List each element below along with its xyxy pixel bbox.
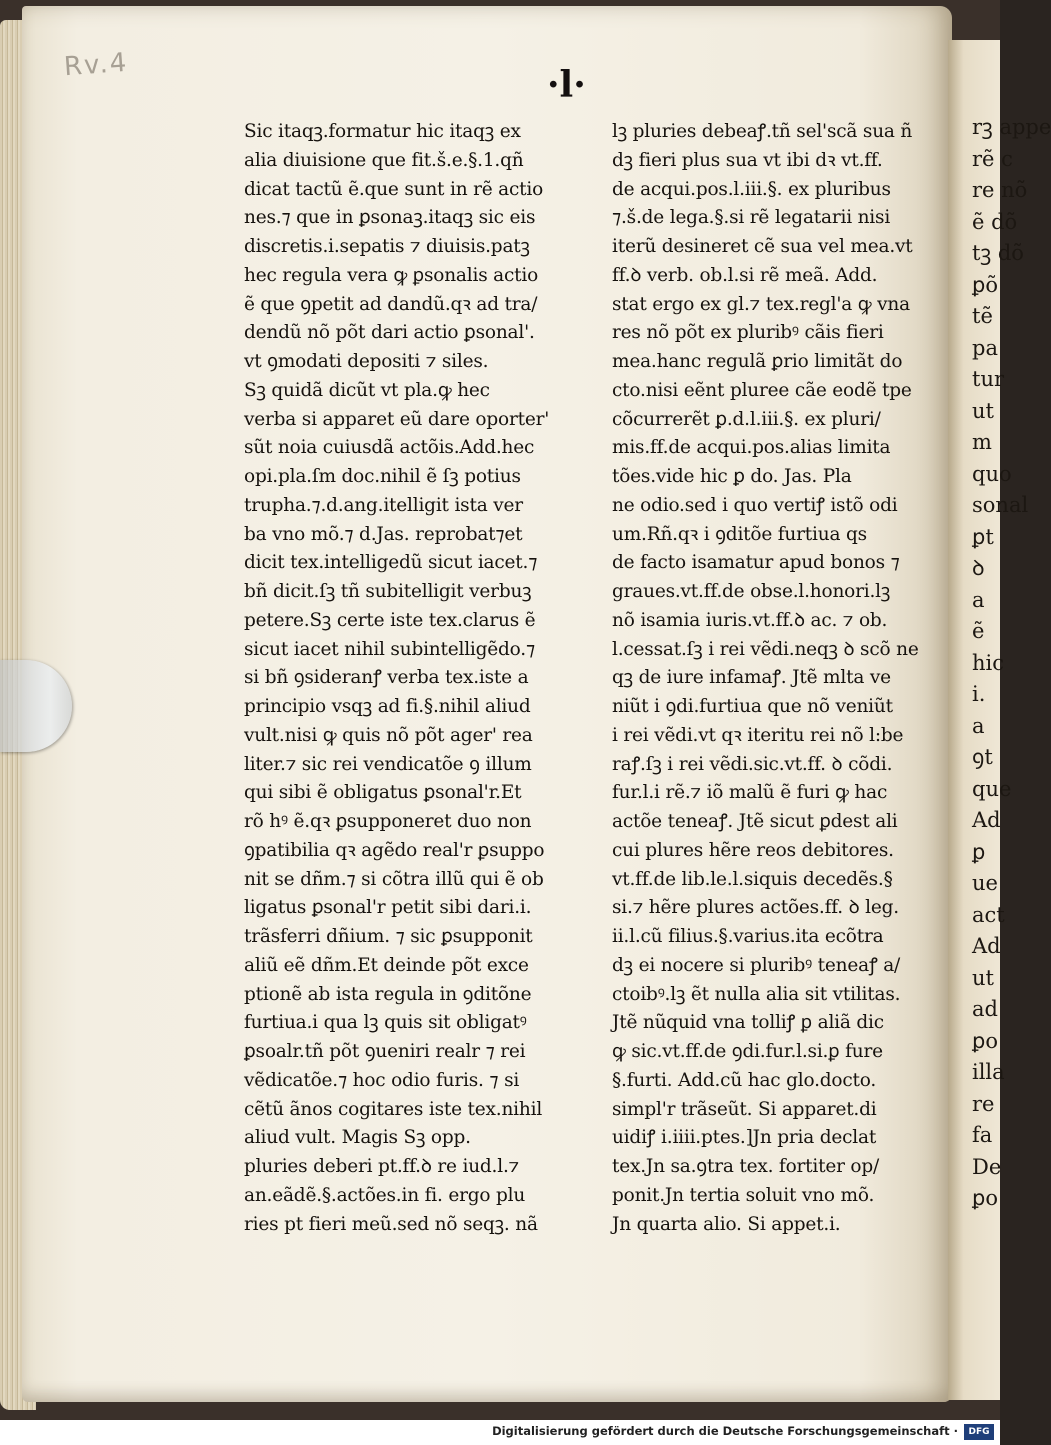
text-line: nõ isamia iuris.vt.ff.ꝺ ac. ⁊ ob. bbox=[612, 609, 888, 631]
right-text-column bbox=[612, 118, 932, 1239]
facing-text-line: ut bbox=[972, 398, 994, 423]
text-line: ⁊.š.de lega.§.si rẽ legatarii nisi bbox=[612, 207, 891, 229]
text-line: trãsferri dñium. ⁊ sic ꝑsupponit bbox=[244, 926, 533, 947]
text-line: cõcurrerẽt ꝑ.d.l.iii.§. ex pluri/ bbox=[612, 408, 881, 430]
text-line: ff.ꝺ verb. ob.l.si rẽ meã. Add. bbox=[612, 264, 878, 286]
text-line: furtiua.i qua lꝫ quis sit obligatꝰ bbox=[244, 1012, 527, 1034]
facing-page bbox=[948, 40, 1051, 1400]
text-line: simpl'r trãseũt. Si apparet.di bbox=[612, 1098, 877, 1120]
facing-text-line: re bbox=[972, 1091, 995, 1116]
text-line: discretis.i.sepatis ⁊ diuisis.patꝫ bbox=[244, 236, 530, 257]
text-line: §.furti. Add.cũ hac glo.docto. bbox=[612, 1069, 877, 1091]
facing-text-line: ꝑt bbox=[972, 524, 994, 549]
facing-text-line: tẽ bbox=[972, 304, 993, 328]
facing-text-line: rẽ c bbox=[972, 146, 1013, 171]
text-line: trupha.⁊.d.ang.itelligit ista ver bbox=[244, 494, 523, 516]
text-line: tões.vide hic ꝑ do. Jas. Pla bbox=[612, 466, 852, 487]
text-line: dꝫ ei nocere si pluribꝰ teneaꝭ a/ bbox=[612, 954, 901, 976]
facing-text-line: ꝑo bbox=[972, 1028, 998, 1053]
text-line: mis.ff.de acqui.pos.alias limita bbox=[612, 437, 891, 459]
text-line: vt.ff.de lib.le.l.siquis decedẽs.§ bbox=[612, 868, 893, 890]
text-line: i rei vẽdi.vt qꝛ iteritu rei nõ l:be bbox=[612, 724, 904, 746]
text-line: cui plures hẽre reos debitores. bbox=[612, 839, 894, 861]
facing-text-line: rꝫ appe bbox=[972, 115, 1051, 139]
text-line: pluries deberi pt.ff.ꝺ re iud.l.⁊ bbox=[244, 1156, 520, 1177]
facing-text-line: ad bbox=[972, 997, 998, 1021]
text-line: ptionẽ ab ista regula in ꝯditõne bbox=[244, 983, 532, 1005]
facing-text-line: tur bbox=[972, 367, 1005, 391]
text-line: ctoibꝰ.lꝫ ẽt nulla alia sit vtilitas. bbox=[612, 983, 901, 1005]
facing-text-line: ꝺ bbox=[972, 556, 985, 580]
text-line: Jtẽ nũquid vna tolliꝭ ꝑ aliã dic bbox=[612, 1012, 884, 1034]
text-line: sũt noia cuiusdã actõis.Add.hec bbox=[244, 437, 535, 459]
text-line: vẽdicatõe.⁊ hoc odio furis. ⁊ si bbox=[244, 1069, 520, 1091]
text-line: cẽtũ ãnos cogitares iste tex.nihil bbox=[244, 1098, 543, 1120]
facing-text-line: De bbox=[972, 1154, 1002, 1179]
text-line: iterũ desineret cẽ sua vel mea.vt bbox=[612, 236, 913, 257]
facing-text-line: tꝫ dõ bbox=[972, 241, 1024, 265]
text-line: dendũ nõ põt dari actio ꝑsonal'. bbox=[244, 322, 535, 344]
text-line: alia diuisione que fit.š.e.§.1.qñ bbox=[244, 149, 524, 171]
text-line: ligatus ꝑsonal'r petit sibi dari.i. bbox=[244, 897, 532, 919]
text-line: Sic itaqꝫ.formatur hic itaqꝫ ex bbox=[244, 121, 521, 142]
facing-page-text bbox=[972, 112, 1051, 1215]
text-line: aliũ eẽ dñm.Et deinde põt exce bbox=[244, 954, 529, 976]
text-line: rõ hꝰ ẽ.qꝛ ꝑsupponeret duo non bbox=[244, 811, 532, 832]
text-line: niũt i ꝯdi.furtiua que nõ veniũt bbox=[612, 696, 893, 717]
text-line: res nõ põt ex pluribꝰ cãis fieri bbox=[612, 322, 884, 344]
text-line: tex.Jn sa.ꝯtra tex. fortiter op/ bbox=[612, 1156, 880, 1177]
text-line: l.cessat.ſꝫ i rei vẽdi.neqꝫ ꝺ scõ ne bbox=[612, 638, 919, 660]
text-line: bñ dicit.ſꝫ tñ subitelligit verbuꝫ bbox=[244, 581, 532, 602]
facing-text-line: illa bbox=[972, 1060, 1005, 1084]
facing-text-line: ꝯt bbox=[972, 745, 993, 769]
facing-text-line: act bbox=[972, 902, 1005, 927]
text-line: vult.nisi ꝙ quis nõ põt ager' rea bbox=[244, 724, 533, 746]
text-line: ries pt fieri meũ.sed nõ seqꝫ. nã bbox=[244, 1213, 538, 1235]
facing-text-line: hic bbox=[972, 650, 1005, 675]
text-line: petere.Sꝫ certe iste tex.clarus ẽ bbox=[244, 609, 536, 631]
text-line: graues.vt.ff.de obse.l.honori.lꝫ bbox=[612, 581, 891, 602]
facing-text-line: a bbox=[972, 587, 985, 612]
text-line: stat ergo ex gl.⁊ tex.regl'a ꝙ vna bbox=[612, 293, 910, 315]
page-header: ·l· bbox=[547, 64, 586, 106]
text-line: vt ꝯmodati depositi ⁊ siles. bbox=[244, 351, 489, 372]
footer-credit: Digitalisierung gefördert durch die Deutsche Forschungsgemeinschaft · bbox=[492, 1424, 958, 1438]
facing-text-line: a bbox=[972, 713, 985, 738]
text-line: nit se dñm.⁊ si cõtra illũ qui ẽ ob bbox=[244, 868, 544, 890]
facing-text-line: re nõ bbox=[972, 178, 1028, 202]
text-line: dꝫ fieri plus sua vt ibi dꝛ vt.ff. bbox=[612, 149, 883, 171]
text-line: mea.hanc regulã ꝑrio limitãt do bbox=[612, 351, 903, 372]
facing-text-line: pa bbox=[972, 335, 998, 360]
text-line: hec regula vera ꝙ ꝑsonalis actio bbox=[244, 264, 539, 286]
text-line: opi.pla.ſm doc.nihil ẽ ſꝫ potius bbox=[244, 466, 521, 487]
text-line: sicut iacet nihil subintelligẽdo.⁊ bbox=[244, 638, 535, 660]
text-line: dicat tactũ ẽ.que sunt in rẽ actio bbox=[244, 178, 544, 200]
facing-text-line: ue bbox=[972, 871, 998, 895]
text-line: qꝫ de iure infamaꝭ. Jtẽ mlta ve bbox=[612, 667, 891, 689]
facing-text-line: fa bbox=[972, 1123, 993, 1147]
text-line: qui sibi ẽ obligatus ꝑsonal'r.Et bbox=[244, 782, 522, 804]
facing-text-line: ꝑo bbox=[972, 1186, 998, 1210]
text-line: liter.⁊ sic rei vendicatõe ꝯ illum bbox=[244, 753, 532, 775]
text-line: ꝑsoalr.tñ põt ꝯueniri realr ⁊ rei bbox=[244, 1041, 526, 1062]
text-line: aliud vult. Magis Sꝫ opp. bbox=[244, 1127, 471, 1149]
text-line: ii.l.cũ filius.§.varius.ita ecõtra bbox=[612, 926, 884, 947]
facing-text-line: i. bbox=[972, 682, 986, 706]
text-line: an.eãdẽ.§.actões.in fi. ergo plu bbox=[244, 1184, 526, 1206]
text-line: ba vno mõ.⁊ d.Jas. reprobat⁊et bbox=[244, 523, 523, 545]
text-line: actõe teneaꝭ. Jtẽ sicut ꝑdest ali bbox=[612, 811, 898, 832]
facing-text-line: ut bbox=[972, 965, 994, 990]
facing-text-line: que bbox=[972, 776, 1012, 801]
facing-text-line: ꝑ bbox=[972, 839, 986, 864]
facing-text-line: Ad bbox=[972, 934, 1001, 958]
text-line: Jn quarta alio. Si appet.i. bbox=[612, 1213, 841, 1235]
text-line: ne odio.sed i quo vertiꝭ istõ odi bbox=[612, 494, 898, 516]
text-line: ꝙ sic.vt.ff.de ꝯdi.fur.l.si.ꝑ fure bbox=[612, 1041, 883, 1062]
facing-text-line: quo bbox=[972, 461, 1012, 486]
text-line: dicit tex.intelligedũ sicut iacet.⁊ bbox=[244, 552, 538, 574]
facing-text-line: ẽ bbox=[972, 619, 985, 643]
pencil-mark: Rv.4 bbox=[63, 47, 130, 83]
facing-text-line: sonal bbox=[972, 493, 1029, 517]
text-line: Sꝫ quidã dicũt vt pla.ꝙ hec bbox=[244, 379, 490, 401]
text-line: ponit.Jn tertia soluit vno mõ. bbox=[612, 1184, 875, 1206]
text-line: principio vsqꝫ ad fi.§.nihil aliud bbox=[244, 696, 531, 717]
text-line: si bñ ꝯsideranꝭ verba tex.iste a bbox=[244, 667, 529, 689]
text-line: cto.nisi eẽnt pluree cãe eodẽ tpe bbox=[612, 379, 912, 401]
text-line: ẽ que ꝯpetit ad dandũ.qꝛ ad tra/ bbox=[244, 293, 538, 315]
left-text-column bbox=[244, 118, 574, 1239]
text-line: um.Rñ.qꝛ i ꝯditõe furtiua qs bbox=[612, 523, 867, 545]
text-line: si.⁊ hẽre plures actões.ff. ꝺ leg. bbox=[612, 897, 899, 919]
text-line: uidiꝭ i.iiii.ptes.]Jn pria declat bbox=[612, 1127, 877, 1149]
text-line: raꝭ.ſꝫ i rei vẽdi.sic.vt.ff. ꝺ cõdi. bbox=[612, 753, 893, 775]
text-line: nes.⁊ que in ꝑsonaꝫ.itaqꝫ sic eis bbox=[244, 207, 536, 229]
facing-text-line: ꝑõ bbox=[972, 272, 998, 297]
dfg-logo: DFG bbox=[964, 1424, 994, 1440]
facing-text-line: m bbox=[972, 430, 992, 454]
text-line: verba si apparet eũ dare oporter' bbox=[244, 408, 550, 430]
footer-bar bbox=[0, 1420, 1000, 1445]
facing-text-line: ẽ dõ bbox=[972, 209, 1018, 234]
text-line: de facto isamatur apud bonos ⁊ bbox=[612, 552, 900, 574]
facing-text-line: Ad bbox=[972, 808, 1001, 832]
text-line: ꝯpatibilia qꝛ agẽdo real'r ꝑsuppo bbox=[244, 839, 545, 861]
text-line: de acqui.pos.l.iii.§. ex pluribus bbox=[612, 178, 891, 200]
text-line: lꝫ pluries debeaꝭ.tñ sel'scã sua ñ bbox=[612, 121, 913, 142]
text-line: fur.l.i rẽ.⁊ iõ malũ ẽ furi ꝙ hac bbox=[612, 782, 888, 804]
